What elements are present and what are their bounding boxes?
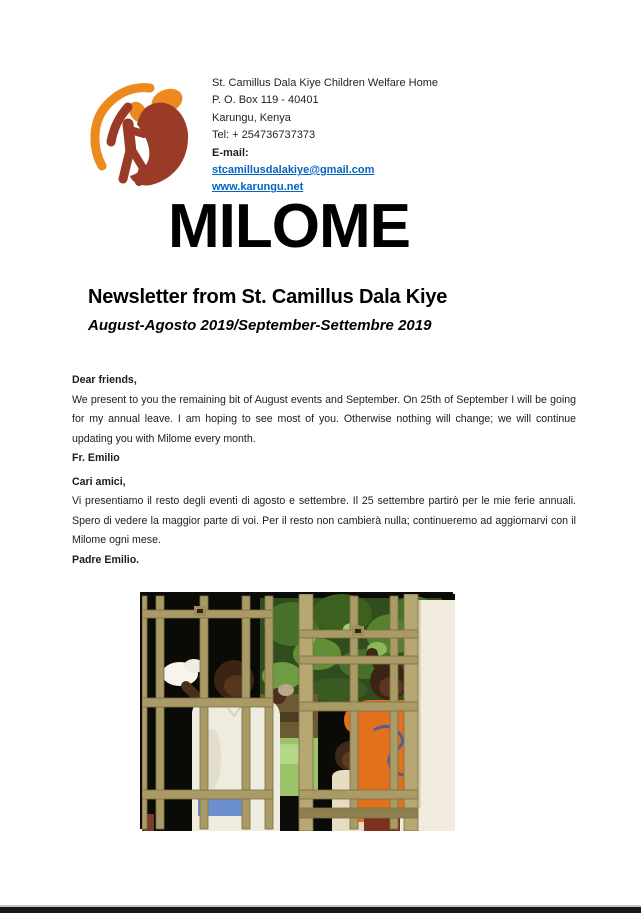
paragraph-english: We present to you the remaining bit of August events and September. On 25th of September I will be going for my annual leave. I am hoping to see most of you. Otherwise nothing will change; we will continue updating you with Milome every month. [72,393,576,445]
newsletter-photo [140,592,453,829]
email-link[interactable]: stcamillusdalakiye@gmail.com [212,164,375,177]
letter-english [72,371,576,469]
window-bottom-edge [0,905,641,913]
org-name: St. Camillus Dala Kiye Children Welfare Home [212,77,438,89]
organization-logo-icon [88,78,200,195]
salutation-english: Dear friends, [72,374,137,386]
org-location: Karungu, Kenya [212,111,291,124]
letter-italian [72,473,576,571]
salutation-italian: Cari amici, [72,475,126,488]
website-link[interactable]: www.karungu.net [212,181,304,194]
contact-block [212,75,438,197]
org-po-box: P. O. Box 119 - 40401 [212,94,319,107]
newsletter-period: August-Agosto 2019/September-Settembre 2019 [88,317,432,334]
newsletter-title: MILOME [168,192,410,261]
paragraph-italian: Vi presentiamo il resto degli eventi di agosto e settembre. Il 25 settembre partirò per le mie ferie annuali. Spero di vedere la maggior parte di voi. Per il resto non cambierà nulla; continueremo ad aggiornarvi con il Milome ogni mese. [72,495,576,546]
signature-english: Fr. Emilio [72,452,120,464]
email-label: E-mail: [212,146,249,159]
newsletter-subtitle: Newsletter from St. Camillus Dala Kiye [88,286,448,308]
letter-body [72,371,576,570]
children-window-photo [142,594,455,831]
signature-italian: Padre Emilio. [72,553,140,566]
org-phone: Tel: + 254736737373 [212,129,316,142]
